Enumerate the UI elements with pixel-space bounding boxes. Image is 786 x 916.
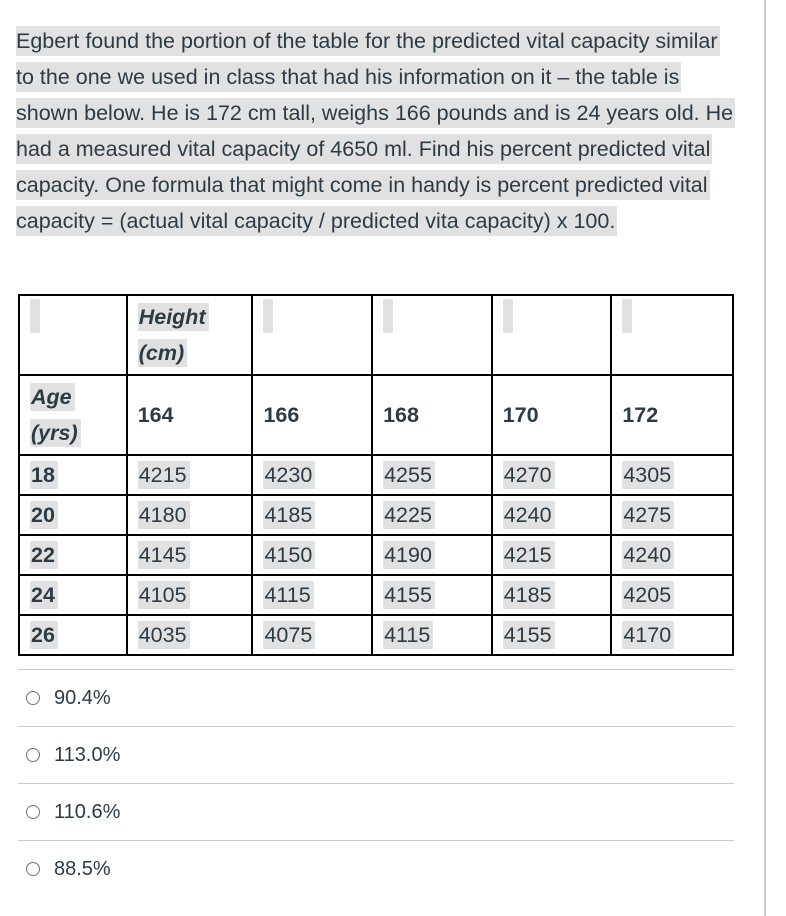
empty-header-cell: [492, 295, 612, 375]
height-cell: 166: [252, 375, 372, 455]
answer-label: 110.6%: [54, 800, 121, 823]
value-cell: 4240: [492, 495, 612, 535]
empty-cell-highlight: [383, 299, 393, 333]
table-row: [19, 615, 733, 655]
value-cell: 4155: [372, 575, 492, 615]
answer-option-1[interactable]: [18, 669, 734, 726]
empty-cell-highlight: [30, 299, 40, 333]
answer-option-3[interactable]: [18, 783, 734, 840]
answer-label: 88.5%: [54, 857, 111, 880]
value-cell: 4215: [492, 535, 612, 575]
radio-button[interactable]: [26, 805, 40, 819]
answer-option-4[interactable]: [18, 840, 734, 897]
age-header-label: Age: [30, 383, 75, 411]
empty-header-cell: [611, 295, 733, 375]
corner-cell: [19, 295, 127, 375]
table-header-row: [19, 295, 733, 375]
height-cell: 170: [492, 375, 612, 455]
value-cell: 4215: [127, 455, 253, 495]
table-row: [19, 535, 733, 575]
value-cell: 4075: [252, 615, 372, 655]
age-header-unit: (yrs): [30, 419, 81, 447]
age-cell: 18: [19, 455, 127, 495]
answer-option-2[interactable]: [18, 726, 734, 783]
table-row: [19, 455, 733, 495]
value-cell: 4190: [372, 535, 492, 575]
value-cell: 4225: [372, 495, 492, 535]
radio-button[interactable]: [26, 691, 40, 705]
empty-cell-highlight: [622, 299, 632, 333]
height-cell: 164: [127, 375, 253, 455]
question-text: [16, 23, 736, 239]
table-row: [19, 495, 733, 535]
radio-button[interactable]: [26, 862, 40, 876]
value-cell: 4115: [372, 615, 492, 655]
age-cell: 22: [19, 535, 127, 575]
age-header-cell: [19, 375, 127, 455]
height-header-cell: [127, 295, 253, 375]
height-cell: 168: [372, 375, 492, 455]
value-cell: 4145: [127, 535, 253, 575]
answer-label: 113.0%: [54, 743, 121, 766]
value-cell: 4270: [492, 455, 612, 495]
value-cell: 4170: [611, 615, 733, 655]
age-cell: 24: [19, 575, 127, 615]
value-cell: 4185: [492, 575, 612, 615]
value-cell: 4185: [252, 495, 372, 535]
value-cell: 4240: [611, 535, 733, 575]
value-cell: 4180: [127, 495, 253, 535]
value-cell: 4275: [611, 495, 733, 535]
value-cell: 4230: [252, 455, 372, 495]
question-body: Egbert found the portion of the table for the predicted vital capacity similar to the one we used in class that had his information on it – the table is shown below. He is 172 cm tall, weighs 166 pounds and is 24 years old. He had a measured vital capacity of 4650 ml. Find his percent predicted vital capacity. One formula that might come in handy is percent predicted vital capacity = (actual vital capacity / predicted vita capacity) x 100.: [16, 26, 735, 236]
table-row: [19, 575, 733, 615]
height-header-label: Height: [138, 303, 209, 331]
height-cell: 172: [611, 375, 733, 455]
value-cell: 4150: [252, 535, 372, 575]
age-cell: 20: [19, 495, 127, 535]
empty-header-cell: [372, 295, 492, 375]
value-cell: 4105: [127, 575, 253, 615]
table-heights-row: [19, 375, 733, 455]
value-cell: 4205: [611, 575, 733, 615]
empty-cell-highlight: [503, 299, 513, 333]
value-cell: 4115: [252, 575, 372, 615]
answer-options: [18, 669, 734, 897]
answer-label: 90.4%: [54, 686, 111, 709]
page-right-border: [764, 0, 766, 916]
age-cell: 26: [19, 615, 127, 655]
vital-capacity-table: [18, 294, 734, 656]
height-header-unit: (cm): [138, 339, 187, 367]
radio-button[interactable]: [26, 748, 40, 762]
empty-cell-highlight: [263, 299, 273, 333]
value-cell: 4155: [492, 615, 612, 655]
empty-header-cell: [252, 295, 372, 375]
value-cell: 4035: [127, 615, 253, 655]
value-cell: 4305: [611, 455, 733, 495]
value-cell: 4255: [372, 455, 492, 495]
